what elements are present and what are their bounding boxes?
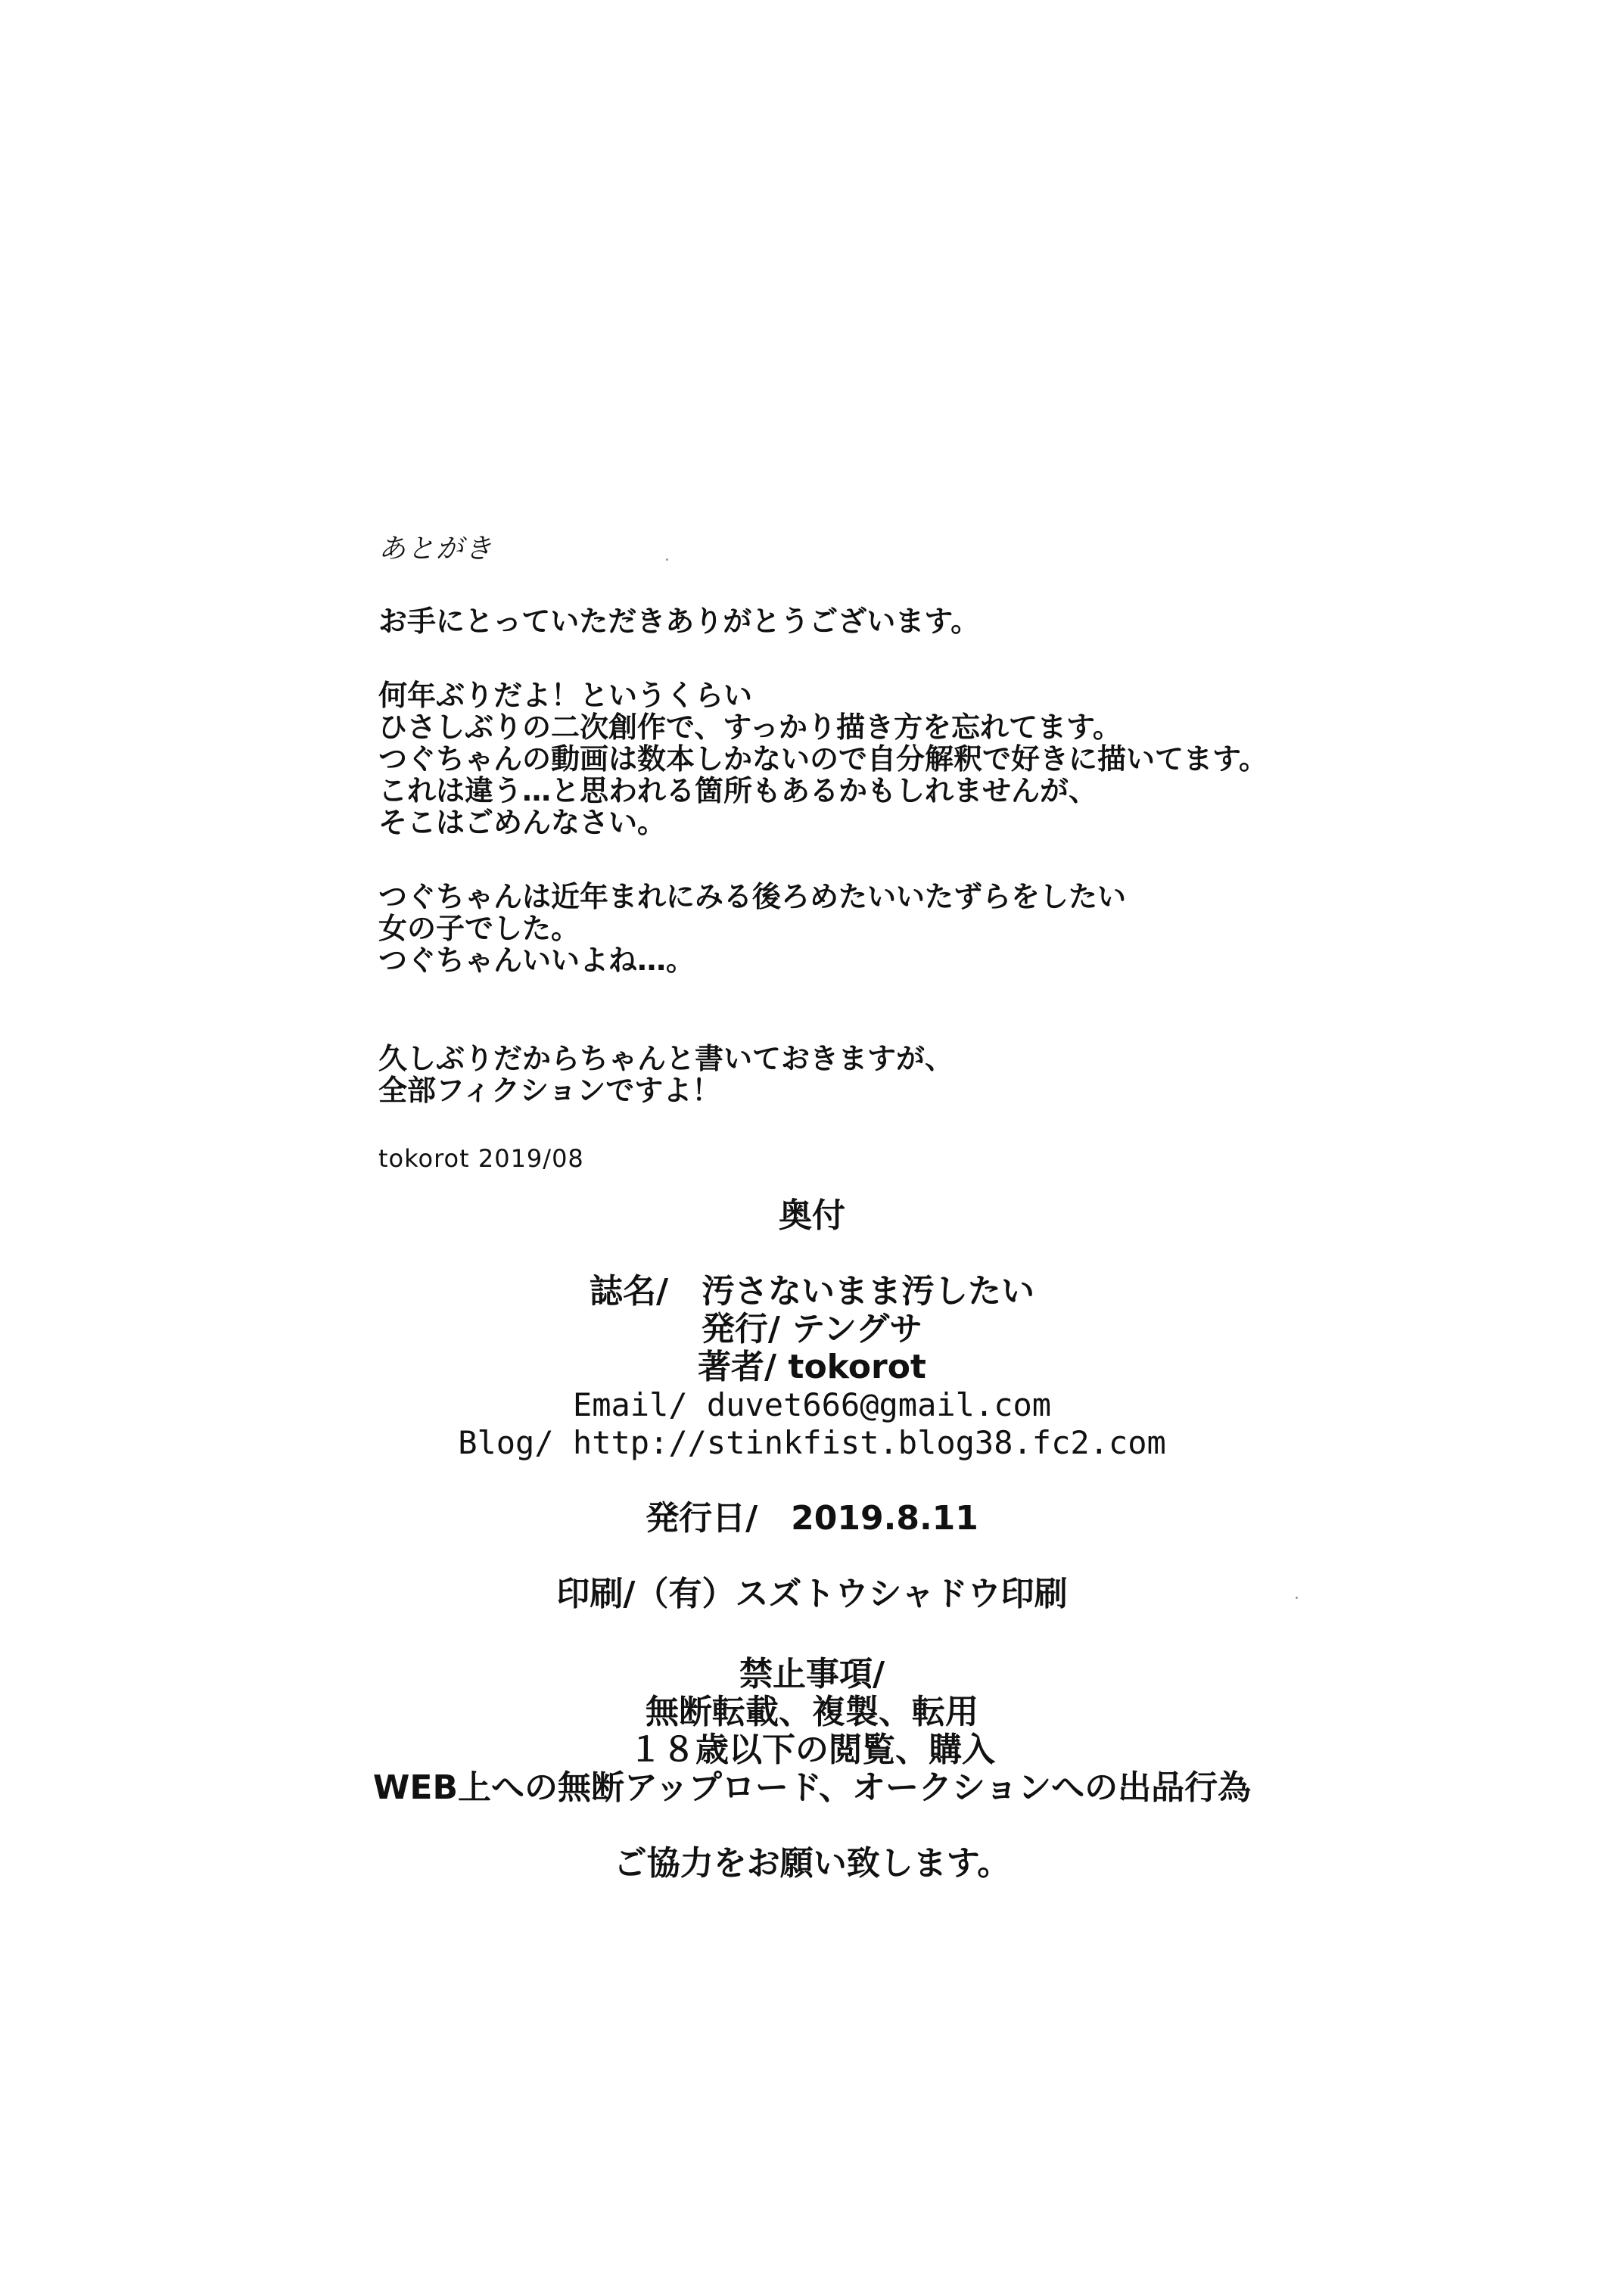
afterword-paragraph-1 [378,605,1362,637]
afterword-line: つぐちゃんの動画は数本しかないので自分解釈で好きに描いてます。 [378,742,1268,776]
afterword-line: つぐちゃんは近年まれにみる後ろめたいいたずらをしたい [378,880,1127,913]
colophon-section [0,1197,1624,1883]
afterword-line: ひさしぶりの二次創作で、すっかり描き方を忘れてます。 [378,711,1122,744]
afterword-line: つぐちゃんいいよね…。 [378,944,695,977]
afterword-paragraph-2 [378,680,1362,838]
afterword-paragraph-3 [378,881,1362,976]
colophon-prohibited-heading: 禁止事項/ [739,1655,885,1693]
colophon-printer: 印刷/（有）スズトウシャドウ印刷 [556,1575,1068,1613]
colophon-title: 誌名/ 汚さないまま汚したい [589,1272,1035,1311]
afterword-signature: tokorot 2019/08 [378,1144,584,1173]
afterword-section [378,530,1362,1174]
afterword-title: あとがき [378,533,494,564]
colophon-prohibited-item: １８歳以下の閲覧、購入 [629,1731,995,1769]
afterword-line: そこはごめんなさい。 [378,806,667,839]
colophon-blog: Blog/ http://stinkfist.blog38.fc2.com [458,1424,1166,1461]
afterword-line: お手にとっていただきありがとうございます。 [378,605,980,638]
afterword-line: これは違う…と思われる箇所もあるかもしれませんが、 [378,774,1098,807]
afterword-line: 何年ぶりだよ！というくらい [378,679,753,712]
afterword-line: 久しぶりだからちゃんと書いておきますが、 [378,1042,954,1075]
colophon-prohibited-item: 無断転載、複製、転用 [646,1693,978,1731]
colophon-prohibited-item: WEB上への無断アップロード、オークションへの出品行為 [372,1768,1252,1807]
afterword-line: 女の子でした。 [378,912,580,945]
colophon-date: 発行日/ 2019.8.11 [646,1499,978,1538]
colophon-heading: 奥付 [779,1196,845,1235]
colophon-closing: ご協力をお願い致します。 [613,1844,1011,1883]
afterword-paragraph-4 [378,1043,1362,1106]
colophon-email: Email/ duvet666@gmail.com [572,1386,1052,1423]
colophon-publisher: 発行/ テングサ [701,1310,923,1348]
colophon-author: 著者/ tokorot [698,1348,926,1386]
afterword-line: 全部フィクションですよ！ [378,1074,721,1107]
